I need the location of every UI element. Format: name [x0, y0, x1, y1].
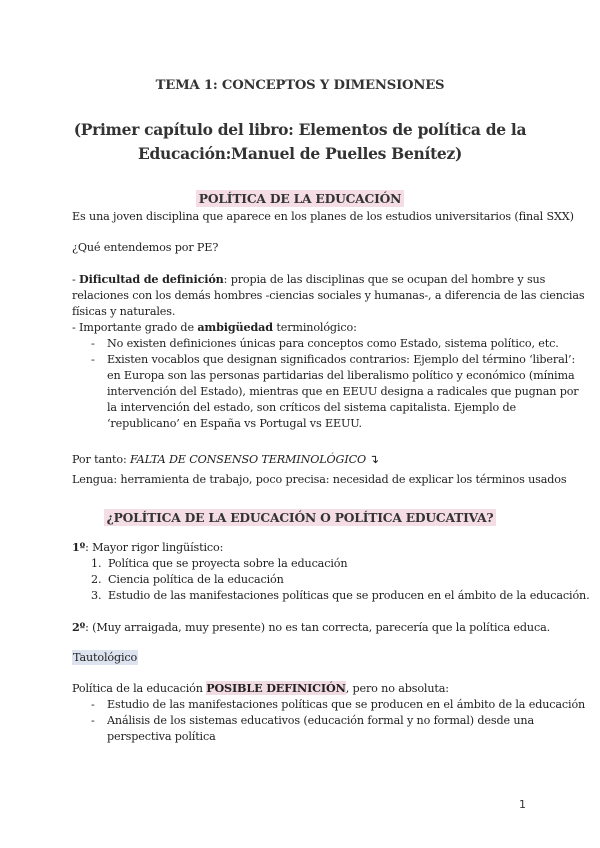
document-subtitle-line-2: Educación:Manuel de Puelles Benítez) [137, 144, 463, 163]
numbered-item-number: 2. [91, 573, 102, 586]
arrow-down-right-icon: ↴ [369, 452, 379, 466]
numbered-item-text: Política que se proyecta sobre la educación [108, 557, 348, 570]
por-tanto-emphasis: FALTA DE CONSENSO TERMINOLÓGICO [130, 453, 367, 466]
bullet-text: la intervención del estado, son críticos del sistema capitalista. Ejemplo de [107, 401, 517, 414]
bullet-text: Existen vocablos que designan significados contrarios: Ejemplo del término ‘liberal’: [107, 353, 576, 366]
bullet-text: No existen definiciones únicas para conceptos como Estado, sistema político, etc. [107, 337, 559, 350]
dificultad-text: : propia de las disciplinas que se ocupan del hombre y sus [223, 273, 546, 286]
second-option-line [72, 620, 550, 635]
numbered-item-number: 3. [91, 589, 102, 602]
bullet-dash: - [91, 337, 95, 350]
bullet-dash: - [91, 714, 95, 727]
bullet-dash: - [91, 698, 95, 711]
section-heading-politica-educativa: ¿POLÍTICA DE LA EDUCACIÓN O POLÍTICA EDUCATIVA? [104, 509, 497, 526]
section-heading-wrap-2 [0, 507, 600, 526]
section-heading-wrap [0, 188, 600, 207]
dificultad-prefix: - [72, 273, 80, 286]
bullet-text: perspectiva política [107, 730, 216, 743]
posible-definicion-line [72, 681, 449, 696]
dificultad-line-3: físicas y naturales. [72, 305, 176, 318]
section-heading-politica-educacion: POLÍTICA DE LA EDUCACIÓN [196, 190, 404, 207]
second-option-label: 2º [72, 620, 86, 634]
bullet-dash: - [91, 353, 95, 366]
bullet-text: Análisis de los sistemas educativos (educación formal y no formal) desde una [107, 714, 534, 727]
dificultad-line-1 [72, 272, 545, 287]
bullet-text: ‘republicano’ en España vs Portugal vs EEUU. [107, 417, 362, 430]
bullet-text: en Europa son las personas partidarias del liberalismo político y económico (mínima [107, 369, 575, 382]
intro-text: Es una joven disciplina que aparece en los planes de los estudios universitarios (final SXX) [72, 210, 574, 223]
bullet-text: intervención del Estado), mientras que en EEUU designa a radicales que pugnan por [107, 385, 579, 398]
ambiguedad-line [72, 320, 357, 335]
first-option-label: 1º [72, 540, 86, 554]
first-option-text: : Mayor rigor lingüístico: [85, 541, 224, 554]
dificultad-line-2: relaciones con los demás hombres -ciencias sociales y humanas-, a diferencia de las ciencias [72, 289, 585, 302]
ambiguedad-text: terminológico: [272, 321, 357, 334]
first-option-line [72, 540, 223, 555]
tautologico-tag: Tautológico [73, 651, 138, 664]
question-text: ¿Qué entendemos por PE? [72, 241, 219, 254]
second-option-text: : (Muy arraigada, muy presente) no es tan correcta, parecería que la política educa. [85, 621, 551, 634]
page-number: 1 [519, 798, 526, 811]
posible-definicion-text: , pero no absoluta: [345, 682, 449, 695]
posible-definicion-prefix: Política de la educación [72, 682, 207, 695]
posible-definicion-label: POSIBLE DEFINICIÓN [206, 681, 346, 695]
tautologico-wrap [72, 650, 138, 665]
ambiguedad-prefix: - Importante grado de [72, 321, 198, 334]
por-tanto-line [72, 452, 379, 467]
bullet-text: Estudio de las manifestaciones políticas que se producen en el ámbito de la educación [107, 698, 586, 711]
dificultad-label: Dificultad de definición [79, 272, 224, 286]
numbered-item-text: Ciencia política de la educación [108, 573, 284, 586]
ambiguedad-label: ambigüedad [197, 320, 273, 334]
document-subtitle-line-1: (Primer capítulo del libro: Elementos de política de la [73, 120, 527, 139]
document-title: TEMA 1: CONCEPTOS Y DIMENSIONES [155, 78, 445, 93]
lengua-line: Lengua: herramienta de trabajo, poco precisa: necesidad de explicar los términos usados [72, 473, 567, 486]
por-tanto-prefix: Por tanto: [72, 453, 130, 466]
numbered-item-number: 1. [91, 557, 102, 570]
numbered-item-text: Estudio de las manifestaciones políticas que se producen en el ámbito de la educación. [108, 589, 590, 602]
